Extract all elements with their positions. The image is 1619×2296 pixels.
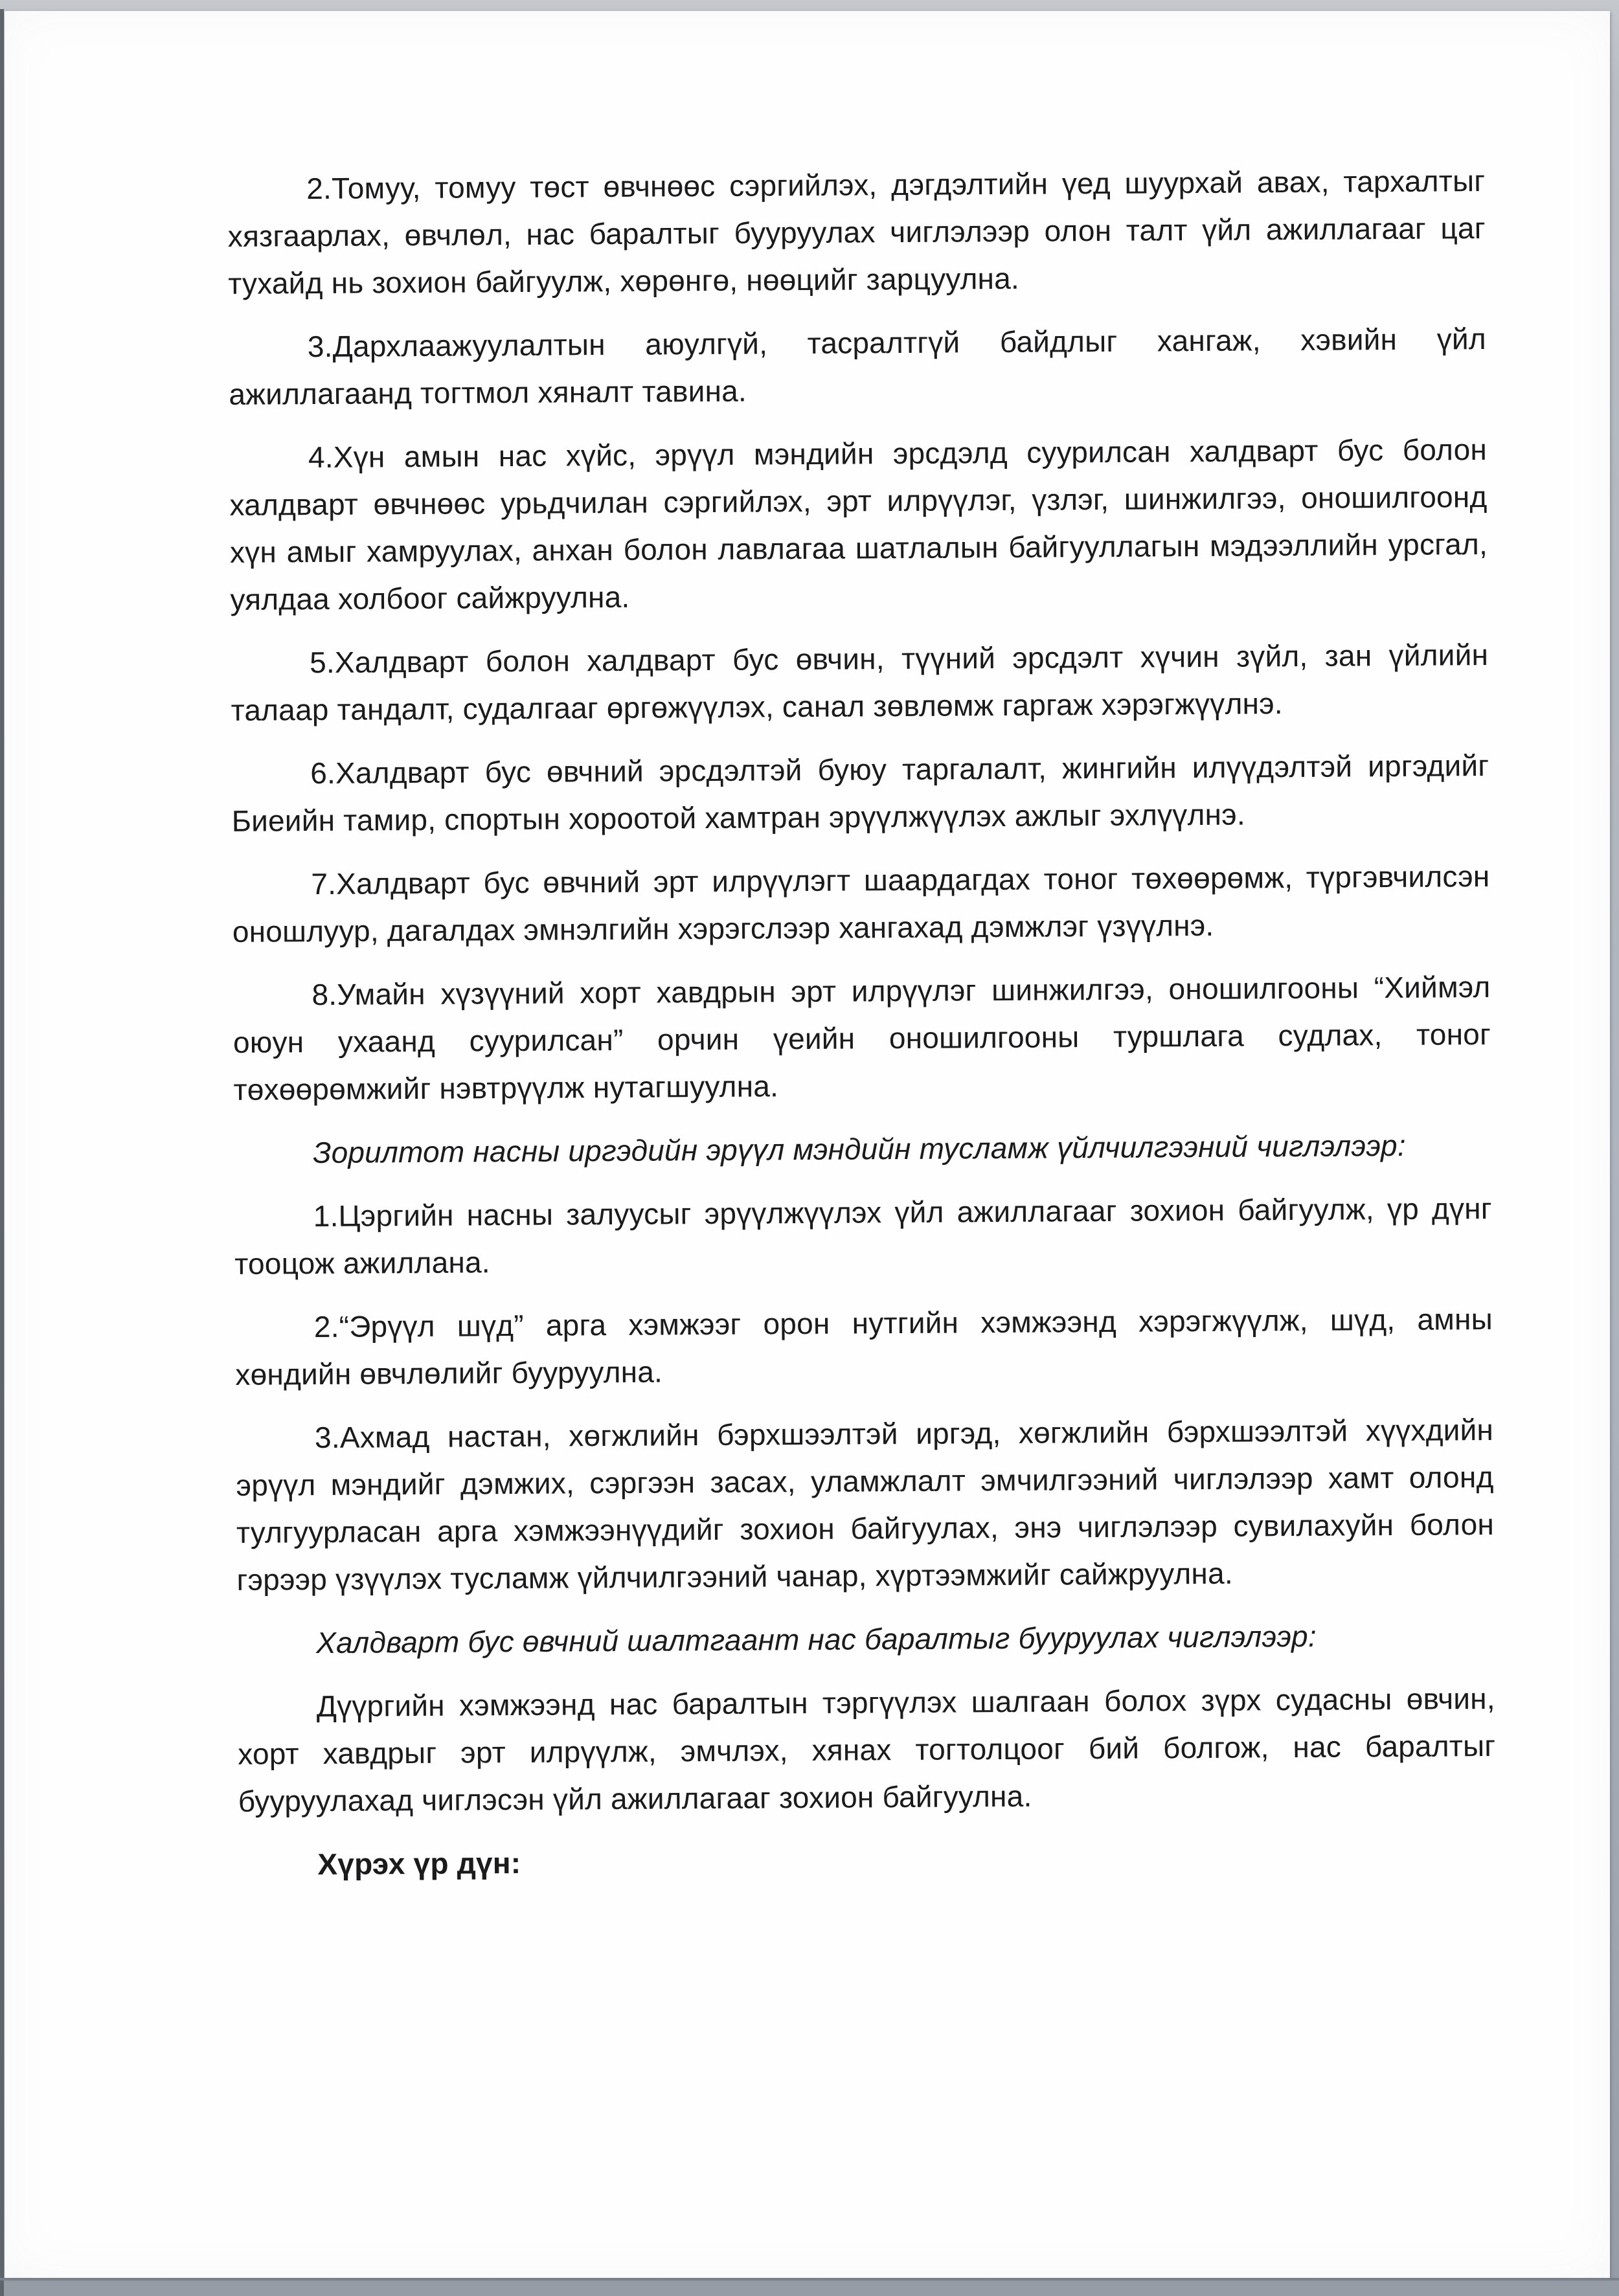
paragraph-obesity-program: 6.Халдварт бус өвчний эрсдэлтэй буюу таргалалт, жингийн илүүдэлтэй иргэдийг Биеийн тамир, спортын хороотой хамтран эрүүлжүүлэх ажлыг эхлүүлнэ. [231, 748, 1489, 838]
paragraph-immunization: 3.Дархлаажуулалтын аюулгүй, тасралтгүй байдлыг хангаж, хэвийн үйл ажиллагаанд тогтмол хяналт тавина. [229, 321, 1487, 411]
paragraph-flu-measures: 2.Томуу, томуу төст өвчнөөс сэргийлэх, дэгдэлтийн үед шуурхай авах, тархалтыг хязгаарлах, өвчлөл, нас баралтыг бууруулах чиглэлээр олон талт үйл ажиллагааг цаг тухайд нь зохион байгуулж, хөрөнгө, нөөцийг зарцуулна. [227, 163, 1486, 300]
paragraph-district-mortality: Дүүргийн хэмжээнд нас баралтын тэргүүлэх шалгаан болох зүрх судасны өвчин, хорт хавдрыг эрт илрүүлж, эмчлэх, хянах тогтолцоог бий болгож, нас баралтыг бууруулахад чиглэсэн үйл ажиллагааг зохион байгуулна. [238, 1681, 1496, 1818]
section-heading-ncd-mortality: Халдварт бус өвчний шалтгаант нас баралтыг бууруулах чиглэлээр: [316, 1619, 1317, 1660]
paragraph-surveillance: 5.Халдварт болон халдварт бус өвчин, түүний эрсдэлт хүчин зүйл, зан үйлийн талаар тандалт, судалгааг өргөжүүлэх, санал зөвлөмж гаргаж хэрэгжүүлнэ. [231, 637, 1489, 727]
paragraph-military-age: 1.Цэргийн насны залуусыг эрүүлжүүлэх үйл ажиллагааг зохион байгуулж, үр дүнг тооцож ажиллана. [234, 1191, 1492, 1281]
paragraph-screening: 4.Хүн амын нас хүйс, эрүүл мэндийн эрсдэлд суурилсан халдварт бус болон халдварт өвчнөөс урьдчилан сэргийлэх, эрт илрүүлэг, үзлэг, шинжилгээ, оношилгоонд хүн амыг хамруулах, анхан болон лавлагаа шатлалын байгууллагын мэдээллийн урсгал, уялдаа холбоог сайжруулна. [229, 432, 1488, 616]
paragraph-elderly-disabled: 3.Ахмад настан, хөгжлийн бэрхшээлтэй иргэд, хөгжлийн бэрхшээлтэй хүүхдийн эрүүл мэндийг дэмжих, сэргээн засах, уламжлалт эмчилгээний чиглэлээр хамт олонд тулгуурласан арга хэмжээнүүдийг зохион байгуулах, энэ чиглэлээр сувилахуйн болон гэрээр үзүүлэх тусламж үйлчилгээний чанар, хүртээмжийг сайжруулна. [236, 1412, 1495, 1597]
page-content [227, 157, 1497, 1905]
section-heading-target-age: Зорилтот насны иргэдийн эрүүл мэндийн тусламж үйлчилгээний чиглэлээр: [312, 1128, 1407, 1170]
paragraph-cervical-cancer: 8.Умайн хүзүүний хорт хавдрын эрт илрүүлэг шинжилгээ, оношилгооны “Хиймэл оюун ухаанд суурилсан” орчин үеийн оношилгооны туршлага судлах, тоног төхөөрөмжийг нэвтрүүлж нутагшуулна. [232, 969, 1491, 1107]
scanned-page [5, 11, 1610, 2278]
paragraph-healthy-teeth: 2.“Эрүүл шүд” арга хэмжээг орон нутгийн хэмжээнд хэрэгжүүлж, шүд, амны хөндийн өвчлөлийг бууруулна. [235, 1301, 1493, 1391]
paragraph-equipment-support: 7.Халдварт бус өвчний эрт илрүүлэгт шаардагдах тоног төхөөрөмж, түргэвчилсэн оношлуур, дагалдах эмнэлгийн хэрэгслээр хангахад дэмжлэг үзүүлнэ. [232, 859, 1490, 949]
results-heading: Хүрэх үр дүн: [317, 1845, 521, 1882]
